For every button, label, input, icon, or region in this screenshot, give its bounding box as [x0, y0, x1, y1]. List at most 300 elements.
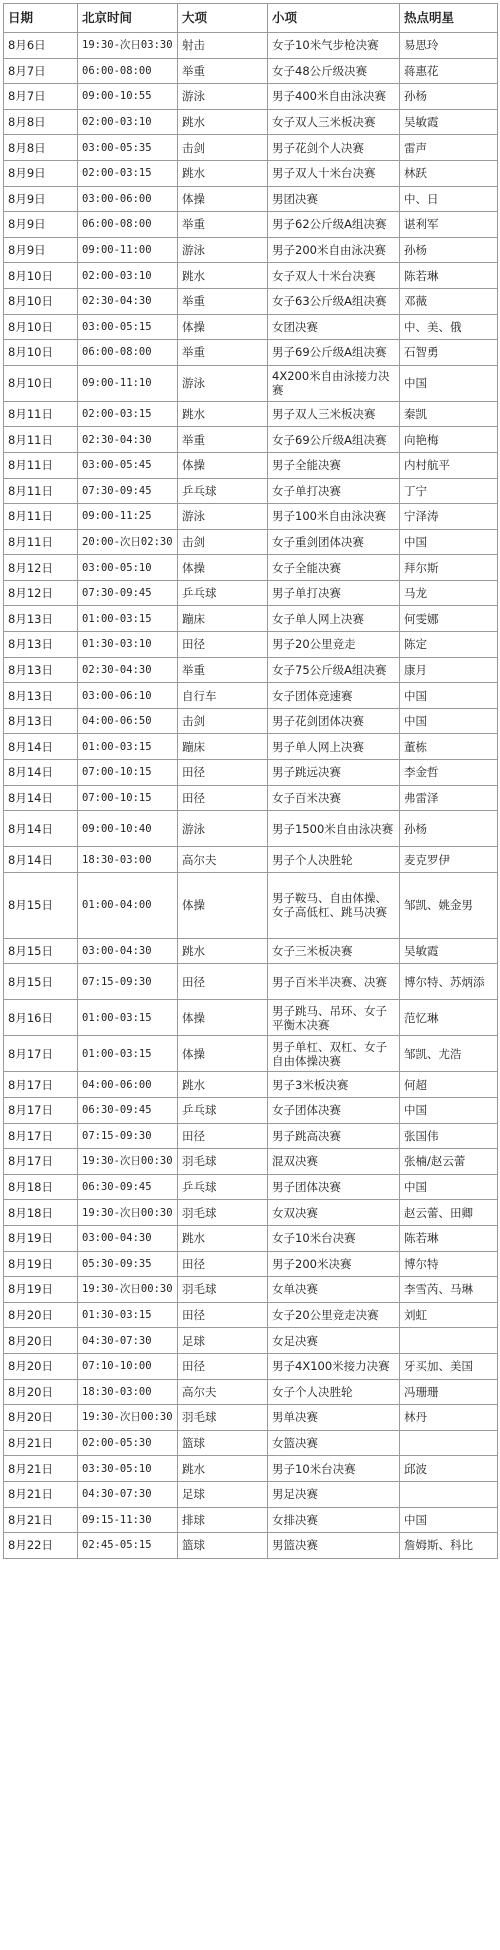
header-star: 热点明星: [400, 4, 498, 33]
star-cell: 范忆琳: [400, 1000, 498, 1036]
sport-cell: 游泳: [178, 811, 268, 847]
time-cell: 09:00-11:25: [78, 504, 178, 530]
table-row: [4, 58, 498, 84]
event-cell: 男子花剑个人决赛: [268, 135, 400, 161]
event-cell: 女子个人决胜轮: [268, 1379, 400, 1405]
star-cell: 邱波: [400, 1456, 498, 1482]
table-row: [4, 186, 498, 212]
star-cell: 董栋: [400, 734, 498, 760]
date-cell: 8月11日: [4, 504, 78, 530]
sport-cell: 田径: [178, 1302, 268, 1328]
date-cell: 8月10日: [4, 314, 78, 340]
date-cell: 8月11日: [4, 478, 78, 504]
schedule-body: [4, 33, 498, 1559]
time-cell: 01:30-03:15: [78, 1302, 178, 1328]
date-cell: 8月11日: [4, 427, 78, 453]
sport-cell: 体操: [178, 872, 268, 938]
time-cell: 03:30-05:10: [78, 1456, 178, 1482]
event-cell: 男子鞍马、自由体操、女子高低杠、跳马决赛: [268, 872, 400, 938]
table-row: [4, 33, 498, 59]
date-cell: 8月10日: [4, 288, 78, 314]
date-cell: 8月20日: [4, 1405, 78, 1431]
event-cell: 男子20公里竞走: [268, 632, 400, 658]
time-cell: 03:00-05:45: [78, 452, 178, 478]
table-row: [4, 1200, 498, 1226]
table-row: [4, 1456, 498, 1482]
time-cell: 04:30-07:30: [78, 1481, 178, 1507]
event-cell: 女子10米气步枪决赛: [268, 33, 400, 59]
table-row: [4, 401, 498, 427]
date-cell: 8月15日: [4, 964, 78, 1000]
star-cell: 赵云蕾、田卿: [400, 1200, 498, 1226]
date-cell: 8月17日: [4, 1123, 78, 1149]
event-cell: 女篮决赛: [268, 1430, 400, 1456]
star-cell: 孙杨: [400, 237, 498, 263]
table-row: [4, 1000, 498, 1036]
table-row: [4, 1533, 498, 1559]
star-cell: 张楠/赵云蕾: [400, 1149, 498, 1175]
time-cell: 19:30-次日03:30: [78, 33, 178, 59]
event-cell: 男子4X100米接力决赛: [268, 1353, 400, 1379]
date-cell: 8月19日: [4, 1277, 78, 1303]
time-cell: 03:00-04:30: [78, 938, 178, 964]
event-cell: 男子62公斤级A组决赛: [268, 212, 400, 238]
sport-cell: 跳水: [178, 401, 268, 427]
star-cell: 向艳梅: [400, 427, 498, 453]
sport-cell: 游泳: [178, 84, 268, 110]
event-cell: 男子花剑团体决赛: [268, 708, 400, 734]
time-cell: 03:00-05:35: [78, 135, 178, 161]
time-cell: 07:30-09:45: [78, 580, 178, 606]
time-cell: 06:00-08:00: [78, 58, 178, 84]
star-cell: 吴敏霞: [400, 938, 498, 964]
table-row: [4, 288, 498, 314]
sport-cell: 足球: [178, 1481, 268, 1507]
star-cell: [400, 1430, 498, 1456]
table-row: [4, 1251, 498, 1277]
time-cell: 06:00-08:00: [78, 340, 178, 366]
star-cell: 陈若琳: [400, 1225, 498, 1251]
time-cell: 01:00-03:15: [78, 1000, 178, 1036]
date-cell: 8月9日: [4, 212, 78, 238]
time-cell: 01:30-03:10: [78, 632, 178, 658]
table-row: [4, 1225, 498, 1251]
time-cell: 05:30-09:35: [78, 1251, 178, 1277]
star-cell: 内村航平: [400, 452, 498, 478]
time-cell: 06:30-09:45: [78, 1098, 178, 1124]
table-row: [4, 529, 498, 555]
time-cell: 01:00-04:00: [78, 872, 178, 938]
star-cell: 麦克罗伊: [400, 847, 498, 873]
time-cell: 03:00-05:15: [78, 314, 178, 340]
sport-cell: 体操: [178, 452, 268, 478]
star-cell: 康月: [400, 657, 498, 683]
star-cell: 易思玲: [400, 33, 498, 59]
date-cell: 8月21日: [4, 1430, 78, 1456]
date-cell: 8月11日: [4, 529, 78, 555]
sport-cell: 举重: [178, 657, 268, 683]
date-cell: 8月8日: [4, 109, 78, 135]
sport-cell: 体操: [178, 555, 268, 581]
table-row: [4, 314, 498, 340]
star-cell: 邹凯、尤浩: [400, 1036, 498, 1072]
date-cell: 8月17日: [4, 1149, 78, 1175]
event-cell: 女子20公里竞走决赛: [268, 1302, 400, 1328]
date-cell: 8月10日: [4, 365, 78, 401]
date-cell: 8月10日: [4, 340, 78, 366]
sport-cell: 羽毛球: [178, 1200, 268, 1226]
star-cell: 中国: [400, 1174, 498, 1200]
time-cell: 01:00-03:15: [78, 1036, 178, 1072]
time-cell: 07:00-10:15: [78, 760, 178, 786]
event-cell: 男子团体决赛: [268, 1174, 400, 1200]
date-cell: 8月9日: [4, 160, 78, 186]
table-row: [4, 340, 498, 366]
star-cell: 石智勇: [400, 340, 498, 366]
date-cell: 8月14日: [4, 811, 78, 847]
table-row: [4, 1174, 498, 1200]
table-row: [4, 1353, 498, 1379]
star-cell: 秦凯: [400, 401, 498, 427]
date-cell: 8月18日: [4, 1174, 78, 1200]
time-cell: 07:00-10:15: [78, 785, 178, 811]
star-cell: 林丹: [400, 1405, 498, 1431]
time-cell: 03:00-06:00: [78, 186, 178, 212]
star-cell: 拜尔斯: [400, 555, 498, 581]
table-row: [4, 1328, 498, 1354]
star-cell: 蒋惠花: [400, 58, 498, 84]
event-cell: 混双决赛: [268, 1149, 400, 1175]
time-cell: 19:30-次日00:30: [78, 1277, 178, 1303]
sport-cell: 田径: [178, 1251, 268, 1277]
sport-cell: 蹦床: [178, 606, 268, 632]
time-cell: 02:00-03:15: [78, 401, 178, 427]
star-cell: 中、日: [400, 186, 498, 212]
time-cell: 02:00-03:15: [78, 160, 178, 186]
date-cell: 8月11日: [4, 401, 78, 427]
sport-cell: 羽毛球: [178, 1149, 268, 1175]
star-cell: 詹姆斯、科比: [400, 1533, 498, 1559]
star-cell: 中国: [400, 708, 498, 734]
star-cell: [400, 1481, 498, 1507]
table-row: [4, 683, 498, 709]
event-cell: 4X200米自由泳接力决赛: [268, 365, 400, 401]
date-cell: 8月8日: [4, 135, 78, 161]
time-cell: 03:00-04:30: [78, 1225, 178, 1251]
table-row: [4, 427, 498, 453]
date-cell: 8月14日: [4, 734, 78, 760]
date-cell: 8月20日: [4, 1328, 78, 1354]
table-row: [4, 478, 498, 504]
time-cell: 04:30-07:30: [78, 1328, 178, 1354]
sport-cell: 足球: [178, 1328, 268, 1354]
star-cell: 中国: [400, 365, 498, 401]
sport-cell: 体操: [178, 186, 268, 212]
event-cell: 女子75公斤级A组决赛: [268, 657, 400, 683]
table-row: [4, 160, 498, 186]
sport-cell: 跳水: [178, 1225, 268, 1251]
event-cell: 女双决赛: [268, 1200, 400, 1226]
time-cell: 01:00-03:15: [78, 734, 178, 760]
date-cell: 8月14日: [4, 760, 78, 786]
schedule-table-wrapper: [3, 3, 497, 1559]
time-cell: 06:30-09:45: [78, 1174, 178, 1200]
header-row: [4, 4, 498, 33]
sport-cell: 游泳: [178, 504, 268, 530]
event-cell: 女子百米决赛: [268, 785, 400, 811]
table-row: [4, 1379, 498, 1405]
sport-cell: 跳水: [178, 160, 268, 186]
star-cell: 李雪芮、马琳: [400, 1277, 498, 1303]
star-cell: 丁宁: [400, 478, 498, 504]
star-cell: [400, 1328, 498, 1354]
sport-cell: 田径: [178, 964, 268, 1000]
event-cell: 男子单人网上决赛: [268, 734, 400, 760]
table-row: [4, 708, 498, 734]
time-cell: 09:00-10:55: [78, 84, 178, 110]
event-cell: 男子跳马、吊环、女子平衡木决赛: [268, 1000, 400, 1036]
sport-cell: 田径: [178, 760, 268, 786]
date-cell: 8月15日: [4, 872, 78, 938]
table-row: [4, 1072, 498, 1098]
event-cell: 女子全能决赛: [268, 555, 400, 581]
time-cell: 02:30-04:30: [78, 288, 178, 314]
table-row: [4, 1430, 498, 1456]
sport-cell: 高尔夫: [178, 1379, 268, 1405]
time-cell: 02:30-04:30: [78, 657, 178, 683]
date-cell: 8月20日: [4, 1302, 78, 1328]
star-cell: 冯珊珊: [400, 1379, 498, 1405]
date-cell: 8月17日: [4, 1072, 78, 1098]
event-cell: 女团决赛: [268, 314, 400, 340]
sport-cell: 跳水: [178, 263, 268, 289]
sport-cell: 田径: [178, 1123, 268, 1149]
date-cell: 8月12日: [4, 580, 78, 606]
event-cell: 男子100米自由泳决赛: [268, 504, 400, 530]
star-cell: 中国: [400, 529, 498, 555]
event-cell: 女子48公斤级决赛: [268, 58, 400, 84]
event-cell: 男子跳高决赛: [268, 1123, 400, 1149]
date-cell: 8月18日: [4, 1200, 78, 1226]
event-cell: 男子跳远决赛: [268, 760, 400, 786]
time-cell: 20:00-次日02:30: [78, 529, 178, 555]
sport-cell: 体操: [178, 314, 268, 340]
date-cell: 8月12日: [4, 555, 78, 581]
time-cell: 18:30-03:00: [78, 1379, 178, 1405]
table-row: [4, 760, 498, 786]
star-cell: 博尔特、苏炳添: [400, 964, 498, 1000]
time-cell: 04:00-06:00: [78, 1072, 178, 1098]
table-row: [4, 135, 498, 161]
event-cell: 男足决赛: [268, 1481, 400, 1507]
event-cell: 女子单打决赛: [268, 478, 400, 504]
sport-cell: 举重: [178, 58, 268, 84]
sport-cell: 羽毛球: [178, 1277, 268, 1303]
star-cell: 吴敏霞: [400, 109, 498, 135]
star-cell: 中国: [400, 1507, 498, 1533]
sport-cell: 举重: [178, 288, 268, 314]
time-cell: 19:30-次日00:30: [78, 1149, 178, 1175]
event-cell: 女单决赛: [268, 1277, 400, 1303]
event-cell: 男单决赛: [268, 1405, 400, 1431]
table-row: [4, 964, 498, 1000]
header-event: 小项: [268, 4, 400, 33]
sport-cell: 田径: [178, 632, 268, 658]
time-cell: 01:00-03:15: [78, 606, 178, 632]
table-row: [4, 657, 498, 683]
time-cell: 18:30-03:00: [78, 847, 178, 873]
event-cell: 女足决赛: [268, 1328, 400, 1354]
table-row: [4, 1149, 498, 1175]
event-cell: 女子69公斤级A组决赛: [268, 427, 400, 453]
table-row: [4, 1481, 498, 1507]
time-cell: 04:00-06:50: [78, 708, 178, 734]
table-row: [4, 84, 498, 110]
date-cell: 8月14日: [4, 847, 78, 873]
sport-cell: 田径: [178, 785, 268, 811]
time-cell: 07:30-09:45: [78, 478, 178, 504]
table-row: [4, 452, 498, 478]
time-cell: 19:30-次日00:30: [78, 1200, 178, 1226]
star-cell: 博尔特: [400, 1251, 498, 1277]
sport-cell: 跳水: [178, 938, 268, 964]
table-row: [4, 555, 498, 581]
event-cell: 女子63公斤级A组决赛: [268, 288, 400, 314]
star-cell: 孙杨: [400, 84, 498, 110]
table-row: [4, 263, 498, 289]
header-time: 北京时间: [78, 4, 178, 33]
star-cell: 雷声: [400, 135, 498, 161]
event-cell: 男子单杠、双杠、女子自由体操决赛: [268, 1036, 400, 1072]
time-cell: 09:00-10:40: [78, 811, 178, 847]
star-cell: 陈若琳: [400, 263, 498, 289]
event-cell: 男子400米自由泳决赛: [268, 84, 400, 110]
star-cell: 陈定: [400, 632, 498, 658]
sport-cell: 田径: [178, 1353, 268, 1379]
date-cell: 8月21日: [4, 1507, 78, 1533]
star-cell: 中、美、俄: [400, 314, 498, 340]
star-cell: 何超: [400, 1072, 498, 1098]
event-cell: 男子个人决胜轮: [268, 847, 400, 873]
star-cell: 林跃: [400, 160, 498, 186]
sport-cell: 举重: [178, 212, 268, 238]
sport-cell: 自行车: [178, 683, 268, 709]
event-cell: 男子3米板决赛: [268, 1072, 400, 1098]
date-cell: 8月13日: [4, 632, 78, 658]
star-cell: 弗雷泽: [400, 785, 498, 811]
table-row: [4, 811, 498, 847]
sport-cell: 游泳: [178, 237, 268, 263]
date-cell: 8月13日: [4, 606, 78, 632]
time-cell: 07:10-10:00: [78, 1353, 178, 1379]
table-row: [4, 1405, 498, 1431]
date-cell: 8月21日: [4, 1481, 78, 1507]
time-cell: 07:15-09:30: [78, 964, 178, 1000]
star-cell: 马龙: [400, 580, 498, 606]
star-cell: 邹凯、姚金男: [400, 872, 498, 938]
time-cell: 07:15-09:30: [78, 1123, 178, 1149]
date-cell: 8月21日: [4, 1456, 78, 1482]
time-cell: 09:00-11:10: [78, 365, 178, 401]
event-cell: 女子10米台决赛: [268, 1225, 400, 1251]
sport-cell: 羽毛球: [178, 1405, 268, 1431]
table-row: [4, 734, 498, 760]
sport-cell: 举重: [178, 340, 268, 366]
table-row: [4, 365, 498, 401]
date-cell: 8月16日: [4, 1000, 78, 1036]
table-row: [4, 632, 498, 658]
sport-cell: 篮球: [178, 1533, 268, 1559]
date-cell: 8月6日: [4, 33, 78, 59]
sport-cell: 击剑: [178, 135, 268, 161]
table-row: [4, 1277, 498, 1303]
table-row: [4, 1036, 498, 1072]
star-cell: 邓薇: [400, 288, 498, 314]
table-row: [4, 785, 498, 811]
date-cell: 8月11日: [4, 452, 78, 478]
date-cell: 8月17日: [4, 1036, 78, 1072]
event-cell: 男子69公斤级A组决赛: [268, 340, 400, 366]
time-cell: 19:30-次日00:30: [78, 1405, 178, 1431]
sport-cell: 高尔夫: [178, 847, 268, 873]
sport-cell: 乒乓球: [178, 478, 268, 504]
event-cell: 男子200米决赛: [268, 1251, 400, 1277]
event-cell: 女子三米板决赛: [268, 938, 400, 964]
time-cell: 02:45-05:15: [78, 1533, 178, 1559]
event-cell: 女子单人网上决赛: [268, 606, 400, 632]
star-cell: 谌利军: [400, 212, 498, 238]
sport-cell: 乒乓球: [178, 580, 268, 606]
event-cell: 男篮决赛: [268, 1533, 400, 1559]
star-cell: 张国伟: [400, 1123, 498, 1149]
event-cell: 男子单打决赛: [268, 580, 400, 606]
event-cell: 女排决赛: [268, 1507, 400, 1533]
sport-cell: 体操: [178, 1000, 268, 1036]
event-cell: 女子团体竞速赛: [268, 683, 400, 709]
table-row: [4, 580, 498, 606]
event-cell: 女子双人三米板决赛: [268, 109, 400, 135]
table-row: [4, 237, 498, 263]
sport-cell: 射击: [178, 33, 268, 59]
event-cell: 男子百米半决赛、决赛: [268, 964, 400, 1000]
date-cell: 8月9日: [4, 237, 78, 263]
star-cell: 中国: [400, 1098, 498, 1124]
event-cell: 男子200米自由泳决赛: [268, 237, 400, 263]
date-cell: 8月19日: [4, 1251, 78, 1277]
date-cell: 8月13日: [4, 657, 78, 683]
date-cell: 8月19日: [4, 1225, 78, 1251]
sport-cell: 蹦床: [178, 734, 268, 760]
event-cell: 女子重剑团体决赛: [268, 529, 400, 555]
event-cell: 男子双人十米台决赛: [268, 160, 400, 186]
star-cell: 孙杨: [400, 811, 498, 847]
table-row: [4, 1123, 498, 1149]
event-cell: 女子团体决赛: [268, 1098, 400, 1124]
time-cell: 03:00-06:10: [78, 683, 178, 709]
sport-cell: 击剑: [178, 708, 268, 734]
table-row: [4, 606, 498, 632]
event-cell: 男子全能决赛: [268, 452, 400, 478]
header-sport: 大项: [178, 4, 268, 33]
olympic-schedule-table: [3, 3, 498, 1559]
table-row: [4, 847, 498, 873]
date-cell: 8月15日: [4, 938, 78, 964]
time-cell: 02:30-04:30: [78, 427, 178, 453]
time-cell: 06:00-08:00: [78, 212, 178, 238]
event-cell: 男子1500米自由泳决赛: [268, 811, 400, 847]
event-cell: 男子双人三米板决赛: [268, 401, 400, 427]
table-row: [4, 504, 498, 530]
